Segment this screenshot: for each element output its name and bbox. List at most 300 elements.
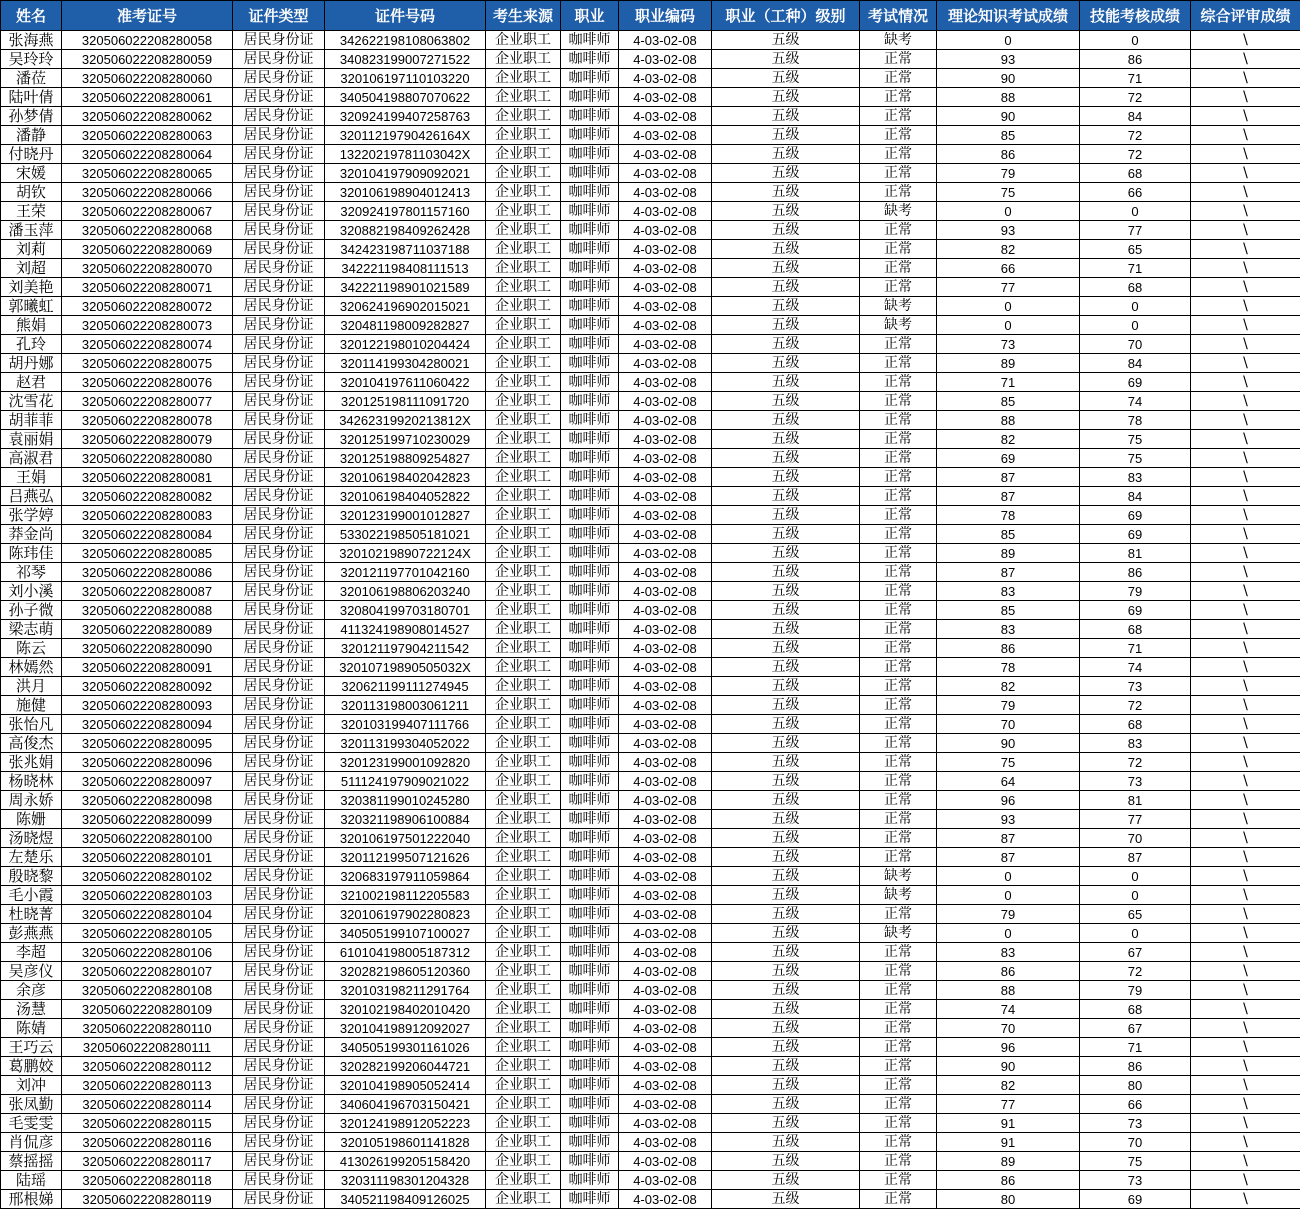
level-cell[interactable]: 五级 [712, 316, 860, 335]
source-cell[interactable]: 企业职工 [486, 905, 561, 924]
occupation-cell[interactable]: 咖啡师 [561, 449, 619, 468]
exam-status-cell[interactable]: 正常 [860, 506, 937, 525]
occupation-cell[interactable]: 咖啡师 [561, 1190, 619, 1209]
theory-score-cell[interactable]: 74 [937, 1000, 1080, 1019]
exam-status-cell[interactable]: 缺考 [860, 886, 937, 905]
occupation-code-cell[interactable]: 4-03-02-08 [619, 696, 712, 715]
source-cell[interactable]: 企业职工 [486, 525, 561, 544]
occupation-code-cell[interactable]: 4-03-02-08 [619, 506, 712, 525]
occupation-cell[interactable]: 咖啡师 [561, 487, 619, 506]
exam-status-cell[interactable]: 正常 [860, 487, 937, 506]
id-type-cell[interactable]: 居民身份证 [233, 658, 325, 677]
occupation-code-cell[interactable]: 4-03-02-08 [619, 962, 712, 981]
id-type-cell[interactable]: 居民身份证 [233, 753, 325, 772]
level-cell[interactable]: 五级 [712, 886, 860, 905]
occupation-code-cell[interactable]: 4-03-02-08 [619, 981, 712, 1000]
name-cell[interactable]: 杨晓林 [1, 772, 62, 791]
id-no-cell[interactable]: 320106198806203240 [325, 582, 486, 601]
skill-score-cell[interactable]: 75 [1080, 449, 1191, 468]
level-cell[interactable]: 五级 [712, 373, 860, 392]
skill-score-cell[interactable]: 83 [1080, 734, 1191, 753]
occupation-code-cell[interactable]: 4-03-02-08 [619, 240, 712, 259]
skill-score-cell[interactable]: 71 [1080, 259, 1191, 278]
ticket-no-cell[interactable]: 320506022208280108 [62, 981, 233, 1000]
id-type-cell[interactable]: 居民身份证 [233, 31, 325, 50]
skill-score-cell[interactable]: 81 [1080, 544, 1191, 563]
exam-status-cell[interactable]: 正常 [860, 1095, 937, 1114]
occupation-cell[interactable]: 咖啡师 [561, 1171, 619, 1190]
name-cell[interactable]: 施健 [1, 696, 62, 715]
occupation-cell[interactable]: 咖啡师 [561, 848, 619, 867]
name-cell[interactable]: 胡钦 [1, 183, 62, 202]
theory-score-cell[interactable]: 90 [937, 107, 1080, 126]
table-row[interactable] [1, 50, 1300, 69]
occupation-code-cell[interactable]: 4-03-02-08 [619, 525, 712, 544]
review-score-cell[interactable]: \ [1191, 867, 1300, 886]
source-cell[interactable]: 企业职工 [486, 373, 561, 392]
table-row[interactable] [1, 449, 1300, 468]
theory-score-cell[interactable]: 0 [937, 316, 1080, 335]
name-cell[interactable]: 吕燕弘 [1, 487, 62, 506]
skill-score-cell[interactable]: 65 [1080, 240, 1191, 259]
id-type-cell[interactable]: 居民身份证 [233, 1019, 325, 1038]
name-cell[interactable]: 洪月 [1, 677, 62, 696]
ticket-no-cell[interactable]: 320506022208280109 [62, 1000, 233, 1019]
id-type-cell[interactable]: 居民身份证 [233, 943, 325, 962]
id-type-cell[interactable]: 居民身份证 [233, 1057, 325, 1076]
id-no-cell[interactable]: 320104197611060422 [325, 373, 486, 392]
source-cell[interactable]: 企业职工 [486, 677, 561, 696]
exam-status-cell[interactable]: 正常 [860, 69, 937, 88]
occupation-cell[interactable]: 咖啡师 [561, 1133, 619, 1152]
id-type-cell[interactable]: 居民身份证 [233, 981, 325, 1000]
id-no-cell[interactable]: 32011219790426164X [325, 126, 486, 145]
theory-score-cell[interactable]: 78 [937, 658, 1080, 677]
theory-score-cell[interactable]: 90 [937, 734, 1080, 753]
source-cell[interactable]: 企业职工 [486, 354, 561, 373]
level-cell[interactable]: 五级 [712, 411, 860, 430]
source-cell[interactable]: 企业职工 [486, 620, 561, 639]
occupation-code-cell[interactable]: 4-03-02-08 [619, 886, 712, 905]
occupation-cell[interactable]: 咖啡师 [561, 1057, 619, 1076]
source-cell[interactable]: 企业职工 [486, 164, 561, 183]
exam-status-cell[interactable]: 正常 [860, 601, 937, 620]
occupation-code-cell[interactable]: 4-03-02-08 [619, 145, 712, 164]
review-score-cell[interactable]: \ [1191, 772, 1300, 791]
occupation-cell[interactable]: 咖啡师 [561, 753, 619, 772]
skill-score-cell[interactable]: 0 [1080, 867, 1191, 886]
name-cell[interactable]: 郭曦虹 [1, 297, 62, 316]
id-type-cell[interactable]: 居民身份证 [233, 924, 325, 943]
source-cell[interactable]: 企业职工 [486, 50, 561, 69]
name-cell[interactable]: 宋媛 [1, 164, 62, 183]
review-score-cell[interactable]: \ [1191, 31, 1300, 50]
skill-score-cell[interactable]: 71 [1080, 639, 1191, 658]
table-row[interactable] [1, 829, 1300, 848]
ticket-no-cell[interactable]: 320506022208280086 [62, 563, 233, 582]
level-cell[interactable]: 五级 [712, 962, 860, 981]
source-cell[interactable]: 企业职工 [486, 183, 561, 202]
exam-status-cell[interactable]: 缺考 [860, 867, 937, 886]
exam-status-cell[interactable]: 正常 [860, 240, 937, 259]
id-no-cell[interactable]: 511124197909021022 [325, 772, 486, 791]
occupation-cell[interactable]: 咖啡师 [561, 639, 619, 658]
occupation-code-cell[interactable]: 4-03-02-08 [619, 69, 712, 88]
occupation-code-cell[interactable]: 4-03-02-08 [619, 1190, 712, 1209]
occupation-code-cell[interactable]: 4-03-02-08 [619, 829, 712, 848]
id-type-cell[interactable]: 居民身份证 [233, 544, 325, 563]
level-cell[interactable]: 五级 [712, 582, 860, 601]
theory-score-cell[interactable]: 85 [937, 392, 1080, 411]
skill-score-cell[interactable]: 69 [1080, 373, 1191, 392]
ticket-no-cell[interactable]: 320506022208280072 [62, 297, 233, 316]
review-score-cell[interactable]: \ [1191, 677, 1300, 696]
level-cell[interactable]: 五级 [712, 1019, 860, 1038]
review-score-cell[interactable]: \ [1191, 69, 1300, 88]
exam-status-cell[interactable]: 正常 [860, 981, 937, 1000]
id-type-cell[interactable]: 居民身份证 [233, 1038, 325, 1057]
ticket-no-cell[interactable]: 320506022208280092 [62, 677, 233, 696]
skill-score-cell[interactable]: 69 [1080, 601, 1191, 620]
occupation-cell[interactable]: 咖啡师 [561, 582, 619, 601]
exam-status-cell[interactable]: 正常 [860, 221, 937, 240]
ticket-no-cell[interactable]: 320506022208280061 [62, 88, 233, 107]
theory-score-cell[interactable]: 90 [937, 69, 1080, 88]
skill-score-cell[interactable]: 73 [1080, 1114, 1191, 1133]
exam-status-cell[interactable]: 正常 [860, 525, 937, 544]
exam-status-cell[interactable]: 正常 [860, 50, 937, 69]
source-cell[interactable]: 企业职工 [486, 1076, 561, 1095]
ticket-no-cell[interactable]: 320506022208280083 [62, 506, 233, 525]
name-cell[interactable]: 殷晓黎 [1, 867, 62, 886]
level-cell[interactable]: 五级 [712, 639, 860, 658]
source-cell[interactable]: 企业职工 [486, 1152, 561, 1171]
exam-status-cell[interactable]: 正常 [860, 848, 937, 867]
theory-score-cell[interactable]: 96 [937, 1038, 1080, 1057]
occupation-cell[interactable]: 咖啡师 [561, 943, 619, 962]
level-cell[interactable]: 五级 [712, 221, 860, 240]
review-score-cell[interactable]: \ [1191, 392, 1300, 411]
source-cell[interactable]: 企业职工 [486, 1133, 561, 1152]
id-type-cell[interactable]: 居民身份证 [233, 1000, 325, 1019]
occupation-cell[interactable]: 咖啡师 [561, 867, 619, 886]
level-cell[interactable]: 五级 [712, 240, 860, 259]
theory-score-cell[interactable]: 70 [937, 1019, 1080, 1038]
source-cell[interactable]: 企业职工 [486, 753, 561, 772]
id-no-cell[interactable]: 340505199301161026 [325, 1038, 486, 1057]
occupation-code-cell[interactable]: 4-03-02-08 [619, 1076, 712, 1095]
table-row[interactable] [1, 31, 1300, 50]
id-type-cell[interactable]: 居民身份证 [233, 392, 325, 411]
name-cell[interactable]: 陈云 [1, 639, 62, 658]
name-cell[interactable]: 周永娇 [1, 791, 62, 810]
skill-score-cell[interactable]: 71 [1080, 69, 1191, 88]
occupation-cell[interactable]: 咖啡师 [561, 183, 619, 202]
table-row[interactable] [1, 658, 1300, 677]
table-row[interactable] [1, 1114, 1300, 1133]
occupation-cell[interactable]: 咖啡师 [561, 772, 619, 791]
theory-score-cell[interactable]: 82 [937, 677, 1080, 696]
name-cell[interactable]: 祁琴 [1, 563, 62, 582]
review-score-cell[interactable]: \ [1191, 506, 1300, 525]
level-cell[interactable]: 五级 [712, 658, 860, 677]
review-score-cell[interactable]: \ [1191, 411, 1300, 430]
skill-score-cell[interactable]: 72 [1080, 962, 1191, 981]
occupation-code-cell[interactable]: 4-03-02-08 [619, 1000, 712, 1019]
name-cell[interactable]: 张怡凡 [1, 715, 62, 734]
id-type-cell[interactable]: 居民身份证 [233, 126, 325, 145]
occupation-code-cell[interactable]: 4-03-02-08 [619, 582, 712, 601]
id-type-cell[interactable]: 居民身份证 [233, 563, 325, 582]
source-cell[interactable]: 企业职工 [486, 829, 561, 848]
skill-score-cell[interactable]: 84 [1080, 487, 1191, 506]
ticket-no-cell[interactable]: 320506022208280119 [62, 1190, 233, 1209]
name-cell[interactable]: 陈婧 [1, 1019, 62, 1038]
review-score-cell[interactable]: \ [1191, 164, 1300, 183]
id-type-cell[interactable]: 居民身份证 [233, 829, 325, 848]
skill-score-cell[interactable]: 0 [1080, 886, 1191, 905]
id-no-cell[interactable]: 340604196703150421 [325, 1095, 486, 1114]
theory-score-cell[interactable]: 89 [937, 1152, 1080, 1171]
ticket-no-cell[interactable]: 320506022208280107 [62, 962, 233, 981]
review-score-cell[interactable]: \ [1191, 525, 1300, 544]
occupation-code-cell[interactable]: 4-03-02-08 [619, 430, 712, 449]
exam-status-cell[interactable]: 正常 [860, 164, 937, 183]
review-score-cell[interactable]: \ [1191, 183, 1300, 202]
occupation-code-cell[interactable]: 4-03-02-08 [619, 1114, 712, 1133]
skill-score-cell[interactable]: 69 [1080, 1190, 1191, 1209]
theory-score-cell[interactable]: 0 [937, 886, 1080, 905]
occupation-code-cell[interactable]: 4-03-02-08 [619, 202, 712, 221]
id-no-cell[interactable]: 320123199001092820 [325, 753, 486, 772]
occupation-cell[interactable]: 咖啡师 [561, 259, 619, 278]
table-row[interactable] [1, 962, 1300, 981]
occupation-cell[interactable]: 咖啡师 [561, 430, 619, 449]
name-cell[interactable]: 毛小霞 [1, 886, 62, 905]
header-id-no[interactable]: 证件号码 [325, 1, 486, 31]
occupation-cell[interactable]: 咖啡师 [561, 1038, 619, 1057]
occupation-cell[interactable]: 咖啡师 [561, 69, 619, 88]
review-score-cell[interactable]: \ [1191, 1133, 1300, 1152]
id-type-cell[interactable]: 居民身份证 [233, 506, 325, 525]
theory-score-cell[interactable]: 79 [937, 905, 1080, 924]
name-cell[interactable]: 付晓丹 [1, 145, 62, 164]
ticket-no-cell[interactable]: 320506022208280082 [62, 487, 233, 506]
review-score-cell[interactable]: \ [1191, 145, 1300, 164]
occupation-code-cell[interactable]: 4-03-02-08 [619, 563, 712, 582]
id-no-cell[interactable]: 340823199007271522 [325, 50, 486, 69]
ticket-no-cell[interactable]: 320506022208280062 [62, 107, 233, 126]
skill-score-cell[interactable]: 70 [1080, 1133, 1191, 1152]
skill-score-cell[interactable]: 79 [1080, 582, 1191, 601]
occupation-code-cell[interactable]: 4-03-02-08 [619, 658, 712, 677]
review-score-cell[interactable]: \ [1191, 1152, 1300, 1171]
occupation-code-cell[interactable]: 4-03-02-08 [619, 772, 712, 791]
id-type-cell[interactable]: 居民身份证 [233, 430, 325, 449]
review-score-cell[interactable]: \ [1191, 848, 1300, 867]
ticket-no-cell[interactable]: 320506022208280099 [62, 810, 233, 829]
review-score-cell[interactable]: \ [1191, 905, 1300, 924]
table-row[interactable] [1, 886, 1300, 905]
ticket-no-cell[interactable]: 320506022208280114 [62, 1095, 233, 1114]
name-cell[interactable]: 孙子微 [1, 601, 62, 620]
id-type-cell[interactable]: 居民身份证 [233, 1114, 325, 1133]
source-cell[interactable]: 企业职工 [486, 449, 561, 468]
name-cell[interactable]: 杜晓菁 [1, 905, 62, 924]
id-no-cell[interactable]: 320804199703180701 [325, 601, 486, 620]
id-type-cell[interactable]: 居民身份证 [233, 905, 325, 924]
id-type-cell[interactable]: 居民身份证 [233, 886, 325, 905]
occupation-cell[interactable]: 咖啡师 [561, 924, 619, 943]
id-no-cell[interactable]: 320121197904211542 [325, 639, 486, 658]
exam-status-cell[interactable]: 正常 [860, 544, 937, 563]
source-cell[interactable]: 企业职工 [486, 221, 561, 240]
level-cell[interactable]: 五级 [712, 981, 860, 1000]
exam-status-cell[interactable]: 正常 [860, 1000, 937, 1019]
skill-score-cell[interactable]: 70 [1080, 829, 1191, 848]
ticket-no-cell[interactable]: 320506022208280089 [62, 620, 233, 639]
theory-score-cell[interactable]: 73 [937, 335, 1080, 354]
exam-status-cell[interactable]: 正常 [860, 563, 937, 582]
review-score-cell[interactable]: \ [1191, 354, 1300, 373]
theory-score-cell[interactable]: 89 [937, 354, 1080, 373]
occupation-cell[interactable]: 咖啡师 [561, 905, 619, 924]
ticket-no-cell[interactable]: 320506022208280111 [62, 1038, 233, 1057]
table-row[interactable] [1, 677, 1300, 696]
id-no-cell[interactable]: 320113199304052022 [325, 734, 486, 753]
level-cell[interactable]: 五级 [712, 772, 860, 791]
ticket-no-cell[interactable]: 320506022208280073 [62, 316, 233, 335]
name-cell[interactable]: 陈姗 [1, 810, 62, 829]
level-cell[interactable]: 五级 [712, 905, 860, 924]
occupation-code-cell[interactable]: 4-03-02-08 [619, 259, 712, 278]
id-no-cell[interactable]: 320311198301204328 [325, 1171, 486, 1190]
ticket-no-cell[interactable]: 320506022208280102 [62, 867, 233, 886]
ticket-no-cell[interactable]: 320506022208280113 [62, 1076, 233, 1095]
skill-score-cell[interactable]: 79 [1080, 981, 1191, 1000]
id-type-cell[interactable]: 居民身份证 [233, 867, 325, 886]
occupation-cell[interactable]: 咖啡师 [561, 88, 619, 107]
ticket-no-cell[interactable]: 320506022208280074 [62, 335, 233, 354]
level-cell[interactable]: 五级 [712, 107, 860, 126]
occupation-cell[interactable]: 咖啡师 [561, 886, 619, 905]
skill-score-cell[interactable]: 73 [1080, 772, 1191, 791]
level-cell[interactable]: 五级 [712, 1114, 860, 1133]
source-cell[interactable]: 企业职工 [486, 411, 561, 430]
id-no-cell[interactable]: 320123199001012827 [325, 506, 486, 525]
name-cell[interactable]: 刘冲 [1, 1076, 62, 1095]
review-score-cell[interactable]: \ [1191, 430, 1300, 449]
review-score-cell[interactable]: \ [1191, 981, 1300, 1000]
exam-status-cell[interactable]: 正常 [860, 449, 937, 468]
ticket-no-cell[interactable]: 320506022208280118 [62, 1171, 233, 1190]
ticket-no-cell[interactable]: 320506022208280105 [62, 924, 233, 943]
table-row[interactable] [1, 791, 1300, 810]
level-cell[interactable]: 五级 [712, 126, 860, 145]
occupation-cell[interactable]: 咖啡师 [561, 221, 619, 240]
id-type-cell[interactable]: 居民身份证 [233, 1076, 325, 1095]
id-no-cell[interactable]: 320106198402042823 [325, 468, 486, 487]
occupation-cell[interactable]: 咖啡师 [561, 1076, 619, 1095]
exam-status-cell[interactable]: 正常 [860, 1133, 937, 1152]
id-type-cell[interactable]: 居民身份证 [233, 50, 325, 69]
level-cell[interactable]: 五级 [712, 1152, 860, 1171]
id-no-cell[interactable]: 610104198005187312 [325, 943, 486, 962]
id-type-cell[interactable]: 居民身份证 [233, 88, 325, 107]
id-type-cell[interactable]: 居民身份证 [233, 620, 325, 639]
skill-score-cell[interactable]: 67 [1080, 943, 1191, 962]
theory-score-cell[interactable]: 87 [937, 487, 1080, 506]
skill-score-cell[interactable]: 68 [1080, 164, 1191, 183]
table-row[interactable] [1, 1152, 1300, 1171]
skill-score-cell[interactable]: 67 [1080, 1019, 1191, 1038]
exam-status-cell[interactable]: 正常 [860, 943, 937, 962]
exam-status-cell[interactable]: 正常 [860, 1190, 937, 1209]
theory-score-cell[interactable]: 0 [937, 31, 1080, 50]
id-type-cell[interactable]: 居民身份证 [233, 183, 325, 202]
name-cell[interactable]: 陆叶倩 [1, 88, 62, 107]
name-cell[interactable]: 刘小溪 [1, 582, 62, 601]
occupation-cell[interactable]: 咖啡师 [561, 50, 619, 69]
review-score-cell[interactable]: \ [1191, 753, 1300, 772]
header-theory-score[interactable]: 理论知识考试成绩 [937, 1, 1080, 31]
table-row[interactable] [1, 1076, 1300, 1095]
id-no-cell[interactable]: 320282199206044721 [325, 1057, 486, 1076]
occupation-cell[interactable]: 咖啡师 [561, 677, 619, 696]
occupation-code-cell[interactable]: 4-03-02-08 [619, 468, 712, 487]
occupation-code-cell[interactable]: 4-03-02-08 [619, 183, 712, 202]
skill-score-cell[interactable]: 73 [1080, 1171, 1191, 1190]
review-score-cell[interactable]: \ [1191, 487, 1300, 506]
id-type-cell[interactable]: 居民身份证 [233, 1171, 325, 1190]
theory-score-cell[interactable]: 86 [937, 639, 1080, 658]
occupation-code-cell[interactable]: 4-03-02-08 [619, 31, 712, 50]
level-cell[interactable]: 五级 [712, 544, 860, 563]
occupation-code-cell[interactable]: 4-03-02-08 [619, 1133, 712, 1152]
name-cell[interactable]: 肖侃彦 [1, 1133, 62, 1152]
exam-status-cell[interactable]: 正常 [860, 810, 937, 829]
name-cell[interactable]: 潘静 [1, 126, 62, 145]
skill-score-cell[interactable]: 72 [1080, 126, 1191, 145]
id-no-cell[interactable]: 321002198112205583 [325, 886, 486, 905]
id-type-cell[interactable]: 居民身份证 [233, 259, 325, 278]
theory-score-cell[interactable]: 82 [937, 1076, 1080, 1095]
review-score-cell[interactable]: \ [1191, 791, 1300, 810]
occupation-code-cell[interactable]: 4-03-02-08 [619, 905, 712, 924]
level-cell[interactable]: 五级 [712, 563, 860, 582]
ticket-no-cell[interactable]: 320506022208280071 [62, 278, 233, 297]
exam-status-cell[interactable]: 正常 [860, 145, 937, 164]
name-cell[interactable]: 张凤勤 [1, 1095, 62, 1114]
source-cell[interactable]: 企业职工 [486, 1000, 561, 1019]
occupation-cell[interactable]: 咖啡师 [561, 1114, 619, 1133]
theory-score-cell[interactable]: 86 [937, 145, 1080, 164]
level-cell[interactable]: 五级 [712, 791, 860, 810]
exam-status-cell[interactable]: 正常 [860, 582, 937, 601]
exam-status-cell[interactable]: 正常 [860, 126, 937, 145]
table-row[interactable] [1, 867, 1300, 886]
level-cell[interactable]: 五级 [712, 468, 860, 487]
table-row[interactable] [1, 620, 1300, 639]
ticket-no-cell[interactable]: 320506022208280077 [62, 392, 233, 411]
skill-score-cell[interactable]: 71 [1080, 1038, 1191, 1057]
source-cell[interactable]: 企业职工 [486, 715, 561, 734]
table-row[interactable] [1, 601, 1300, 620]
exam-status-cell[interactable]: 正常 [860, 1171, 937, 1190]
id-type-cell[interactable]: 居民身份证 [233, 848, 325, 867]
skill-score-cell[interactable]: 77 [1080, 221, 1191, 240]
review-score-cell[interactable]: \ [1191, 1038, 1300, 1057]
